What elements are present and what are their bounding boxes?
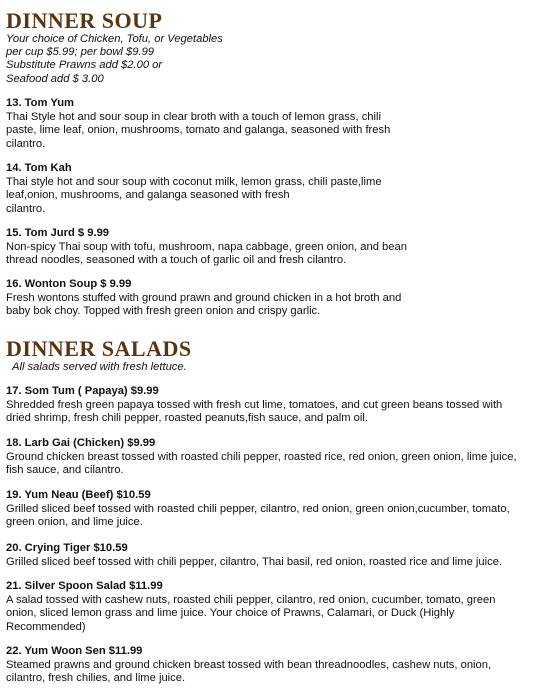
- item-description: Non-spicy Thai soup with tofu, mushroom, napa cabbage, green onion, and bean thread noodles, seasoned with a touch of garlic oil and fresh cilantro.: [6, 240, 407, 266]
- soup-notes: [6, 33, 223, 86]
- menu-item: [6, 97, 551, 151]
- item-description: Shredded fresh green papaya tossed with fresh cut lime, tomatoes, and cut green beans tossed with dried shrimp, fresh chili pepper, roasted peanuts,fish sauce, and palm oil.: [6, 398, 503, 424]
- item-description: Grilled sliced beef tossed with chili pepper, cilantro, Thai basil, red onion, roasted rice and lime juice.: [6, 555, 503, 568]
- dinner-salads-title: DINNER SALADS: [6, 336, 192, 361]
- menu-item: [6, 580, 551, 634]
- item-name: 17. Som Tum ( Papaya) $9.99: [6, 385, 159, 397]
- soup-note: per cup $5.99; per bowl $9.99: [6, 46, 155, 59]
- soup-note: Substitute Prawns add $2.00 or: [6, 59, 163, 72]
- soup-note: Your choice of Chicken, Tofu, or Vegetables: [6, 33, 223, 45]
- item-description: Grilled sliced beef tossed with roasted chili pepper, cilantro, red onion, green onion,cucumber, tomato, green onion, and lime juice.: [6, 502, 510, 528]
- menu-item: [6, 437, 551, 478]
- item-description: Fresh wontons stuffed with ground prawn and ground chicken in a hot broth and baby bok choy. Topped with fresh green onion and crispy garlic.: [6, 291, 402, 317]
- soup-note: Seafood add $ 3.00: [6, 72, 104, 85]
- menu-item: [6, 227, 551, 268]
- menu-item: [6, 385, 551, 426]
- item-name: 18. Larb Gai (Chicken) $9.99: [6, 437, 156, 449]
- menu-item: [6, 542, 551, 569]
- item-description: A salad tossed with cashew nuts, roasted chili pepper, cilantro, red onion, cucumber, tomato, green onion, sliced lemon grass and lime juice. Your choice of Prawns, Calamari, or Duck (Highly Recommended): [6, 593, 496, 633]
- item-name: 22. Yum Woon Sen $11.99: [6, 645, 143, 657]
- item-name: 13. Tom Yum: [6, 97, 74, 109]
- item-description: Steamed prawns and ground chicken breast tossed with bean threadnoodles, cashew nuts, onion, cilantro, fresh chilies, and lime juice.: [6, 658, 492, 684]
- salads-note: All salads served with fresh lettuce.: [12, 361, 187, 373]
- item-description: Thai Style hot and sour soup in clear broth with a touch of lemon grass, chili paste, lime leaf, onion, mushrooms, tomato and galanga, seasoned with fresh cilantro.: [6, 110, 391, 150]
- item-name: 19. Yum Neau (Beef) $10.59: [6, 489, 151, 501]
- item-name: 15. Tom Jurd $ 9.99: [6, 227, 110, 239]
- item-name: 21. Silver Spoon Salad $11.99: [6, 580, 163, 592]
- menu-item: [6, 489, 551, 530]
- item-name: 20. Crying Tiger $10.59: [6, 542, 128, 554]
- menu-item: [6, 645, 551, 686]
- item-description: Ground chicken breast tossed with roasted chili pepper, roasted rice, red onion, green onion, lime juice, fish sauce, and cilantro.: [6, 450, 517, 476]
- item-description: Thai style hot and sour soup with coconut milk, lemon grass, chili paste,lime leaf,onion, mushrooms, and galanga seasoned with fresh cilantro.: [6, 175, 382, 215]
- dinner-soup-title: DINNER SOUP: [6, 8, 163, 33]
- item-name: 16. Wonton Soup $ 9.99: [6, 278, 132, 290]
- menu-item: [6, 278, 551, 319]
- item-name: 14. Tom Kah: [6, 162, 72, 174]
- menu-item: [6, 162, 551, 216]
